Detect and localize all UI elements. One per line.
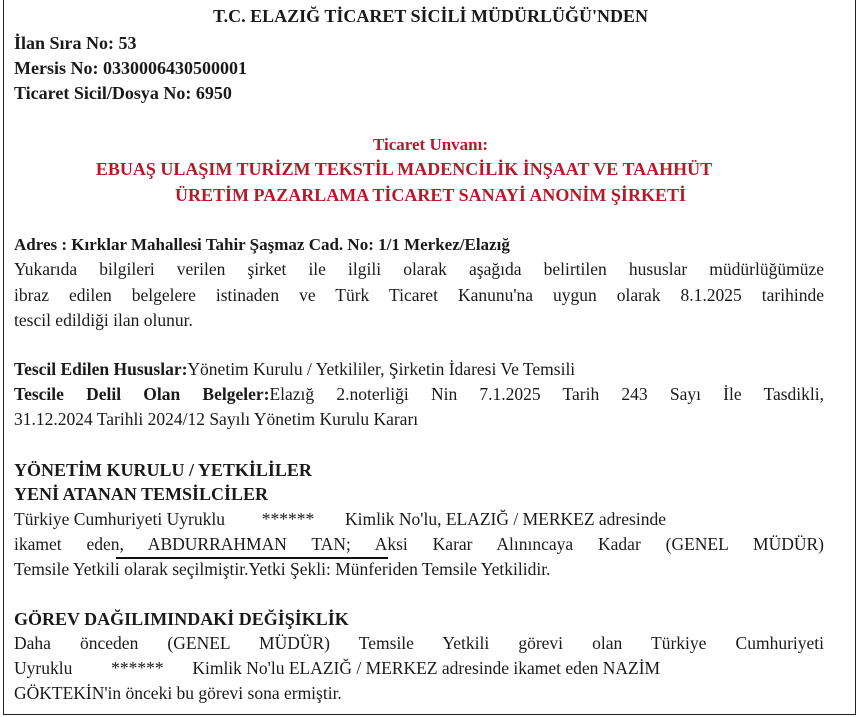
- board-paragraph-line-3: Temsile Yetkili olarak seçilmiştir.Yetki Şekli: Münferiden Temsile Yetkilidir.: [14, 559, 551, 579]
- ilan-sira-no: İlan Sıra No: 53: [14, 33, 137, 53]
- board-paragraph-line-2: [14, 534, 824, 555]
- company-name-line2: ÜRETİM PAZARLAMA TİCARET SANAYİ ANONİM ŞİRKETİ: [175, 185, 686, 205]
- masked-id: ******: [261, 509, 315, 529]
- tescil-hususlar: [14, 359, 575, 380]
- intro-line-2: ibraz edilen belgelere istinaden ve Türk Ticaret Kanunu'na uygun olarak 8.1.2025 tarihinde: [14, 285, 824, 305]
- authority-title: T.C. ELAZIĞ TİCARET SİCİLİ MÜDÜRLÜĞÜ'NDEN: [212, 6, 649, 26]
- belgeler-line-1: [14, 384, 824, 405]
- unvan-label: Ticaret Unvanı:: [372, 135, 489, 154]
- hususlar-value: Yönetim Kurulu / Yetkililer, Şirketin İdaresi Ve Temsili: [187, 359, 576, 379]
- belgeler-line-2: 31.12.2024 Tarihli 2024/12 Sayılı Yönetim Kurulu Kararı: [14, 409, 419, 429]
- change-line-2: [14, 658, 824, 679]
- role-text: Aksi Karar Alınıncaya Kadar (GENEL MÜDÜR): [374, 534, 825, 554]
- nationality-text: Türkiye Cumhuriyeti Uyruklu: [14, 509, 225, 529]
- ticaret-sicil-no: Ticaret Sicil/Dosya No: 6950: [14, 83, 232, 103]
- intro-line-1: Yukarıda bilgileri verilen şirket ile ilgili olarak aşağıda belirtilen hususlar müdürlüğümüze: [14, 259, 824, 279]
- belgeler-value-1: Elazığ 2.noterliği Nin 7.1.2025 Tarih 243 Sayı İle Tasdikli,: [269, 384, 824, 404]
- board-paragraph-line-1: [14, 509, 824, 530]
- hususlar-label: Tescil Edilen Hususlar:: [14, 359, 188, 379]
- change-heading: GÖREV DAĞILIMINDAKİ DEĞİŞİKLİK: [14, 609, 349, 629]
- belgeler-label: Tescile Delil Olan Belgeler:: [14, 384, 270, 404]
- new-representatives-heading: YENİ ATANAN TEMSİLCİLER: [14, 484, 269, 504]
- board-heading: YÖNETİM KURULU / YETKİLİLER: [14, 460, 312, 480]
- company-name-line1: EBUAŞ ULAŞIM TURİZM TEKSTİL MADENCİLİK İNŞAAT VE TAAHHÜT: [95, 159, 713, 179]
- change-suffix-text: Kimlik No'lu ELAZIĞ / MERKEZ adresinde ikamet eden NAZİM: [192, 658, 661, 678]
- ikamet-text: ikamet eden: [14, 534, 120, 554]
- announcement-page: [3, 0, 856, 715]
- masked-id-2: ******: [111, 658, 164, 678]
- mersis-no: Mersis No: 0330006430500001: [14, 58, 247, 78]
- address-line: Adres : Kırklar Mahallesi Tahir Şaşmaz Cad. No: 1/1 Merkez/Elazığ: [14, 235, 510, 254]
- change-line-3: GÖKTEKİN'in önceki bu görevi sona ermiştir.: [14, 683, 342, 703]
- id-suffix-text: Kimlik No'lu, ELAZIĞ / MERKEZ adresinde: [344, 509, 666, 529]
- uyruklu-text: Uyruklu: [14, 658, 73, 678]
- change-line-1: Daha önceden (GENEL MÜDÜR) Temsile Yetkili görevi olan Türkiye Cumhuriyeti: [14, 633, 824, 653]
- intro-line-3: tescil edildiği ilan olunur.: [14, 310, 193, 330]
- representative-name: , ABDURRAHMAN TAN;: [119, 534, 351, 554]
